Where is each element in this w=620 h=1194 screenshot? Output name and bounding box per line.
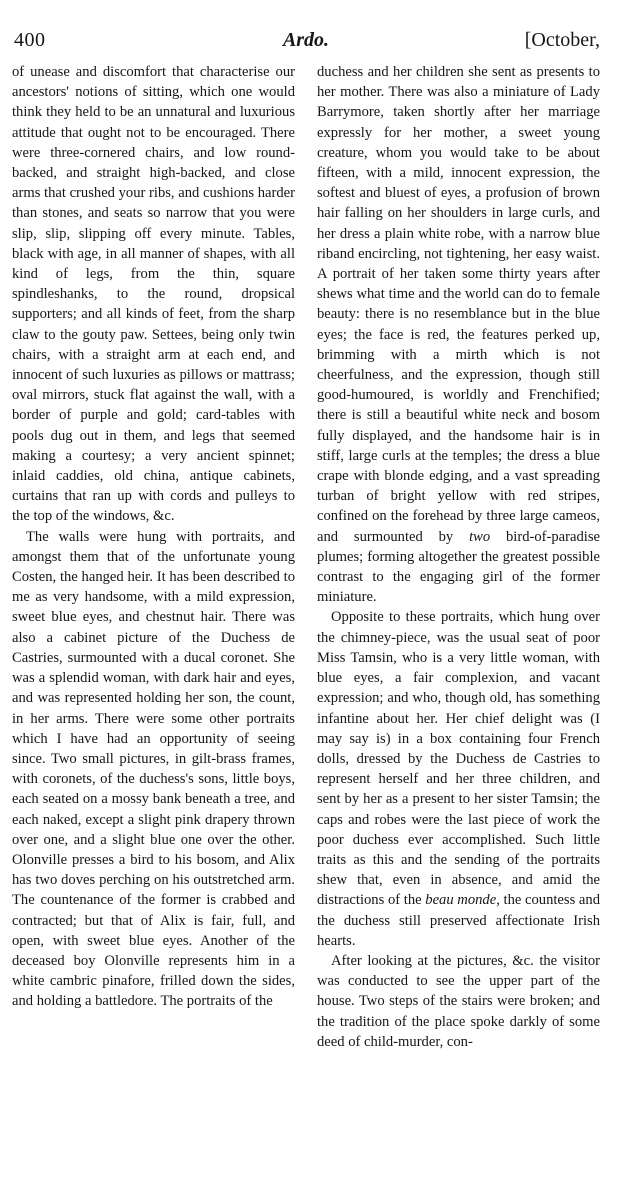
paragraph-text: Opposite to these portraits, which hung over the chimney-piece, was the usual seat of poor Miss Tamsin, who is a very little woman, with blue eyes, a fair complexion, and vacant expression; and who, though old, has something infantine about her. Her chief delight was (I may say is) in a box containing four French dolls, dressed by the Duchess de Castries to represent herself and her three children, and sent by her as a present to her sister Tamsin; the caps and robes were the last piece of work the poor duchess ever accomplished. Such little traits as this and the sending of the portraits shew that, even in absence, and amid the distractions of the <box>317 609 600 909</box>
running-month: [October, <box>524 29 600 51</box>
paragraph-text: duchess and her children she sent as presents to her mother. There was also a miniature of Lady Barrymore, taken shortly after her marriage expressly for her mother, a sweet young creature, whom you would take to be about fifteen, with a mild, innocent expression, the softest and bluest of eyes, a profusion of brown hair falling on her shoulders in large curls, and her dress a plain white robe, with a narrow blue riband encircling, not tightening, her easy waist. A portrait of her taken some thirty years after shews what time and the world can do to female beauty: there is no resemblance but in the blue eyes; the face is red, the features perked up, brimming with a mirth which is not cheerfulness, and the expression, though still good-humoured, is worldly and Frenchified; there is still a beautiful white neck and bosom fully displayed, and the handsome hair is in stiff, large curls at the temples; the dress a blue crape with blonde edging, and a vast spreading turban of bright yellow with red stripes, confined on the forehead by three large cameos, and surmounted by <box>317 64 600 545</box>
paragraph: The walls were hung with portraits, and amongst them that of the unfortunate young Costen, the hanged heir. It has been described to me as very handsome, with a mild expression, sweet blue eyes, and chestnut hair. There was also a cabinet picture of the Duchess de Castries, surmounted with a ducal coronet. She was a splendid woman, with dark hair and eyes, and was represented holding her son, the count, in her arms. There were some other portraits which I have had an opportunity of seeing since. Two small pictures, in gilt-brass frames, with coronets, of the duchess's sons, little boys, each seated on a mossy bank beneath a tree, and each naked, except a slight pink drapery thrown over one, and a slight blue one over the other. Olonville presses a bird to his bosom, and Alix has two doves perching on his outstretched arm. The countenance of the former is crabbed and contracted; but that of Alix is fair, full, and open, with sweet blue eyes. Another of the deceased boy Olonville represents him in a white cambric pinafore, frilled down the sides, and holding a battledore. The portraits of the <box>12 528 295 1010</box>
left-column <box>12 62 295 1052</box>
paragraph <box>317 607 600 950</box>
paragraph <box>317 62 600 607</box>
running-title: Ardo. <box>282 29 330 51</box>
emphasis-text: two <box>469 528 491 545</box>
emphasis-text: beau monde, <box>425 892 500 909</box>
paragraph: of unease and discomfort that characterise our ancestors' notions of sitting, which one would think they held to be an unnatural and luxurious attitude that ought not to be encouraged. There were three-cornered chairs, and low round-backed, and straight high-backed, and close arms that crushed your ribs, and cushions harder than stones, and seats so narrow that you were slip, slip, slipping off every minute. Tables, black with age, in all manner of shapes, with all kind of legs, from the thin, square spindleshanks, to the round, dropsical supporters; and all kinds of feet, from the sharp claw to the gouty paw. Settees, being only twin chairs, with a straight arm at each end, and innocent of such luxuries as pillows or mattrass; oval mirrors, stuck flat against the wall, with a border of purple and gold; card-tables with pools dug out in them, and legs that seemed making a courtesy; a very ancient spinnet; inlaid caddies, old china, antique cabinets, curtains that ran up with cords and pulleys to the top of the windows, &c. <box>12 64 295 525</box>
paragraph-text: bird-of-paradise plumes; forming altogether the greatest possible contrast to the engaging girl of the former miniature. <box>317 528 600 606</box>
page-number: 400 <box>14 29 46 51</box>
paragraph-text: the countess and the duchess still preserved affectionate Irish hearts. <box>317 892 601 949</box>
text-columns <box>12 62 600 1052</box>
running-head <box>12 26 600 56</box>
paragraph: After looking at the pictures, &c. the visitor was conducted to see the upper part of the house. Two steps of the stairs were broken; and the tradition of the place spoke darkly of some deed of child-murder, con- <box>317 952 600 1050</box>
right-column <box>317 62 600 1052</box>
